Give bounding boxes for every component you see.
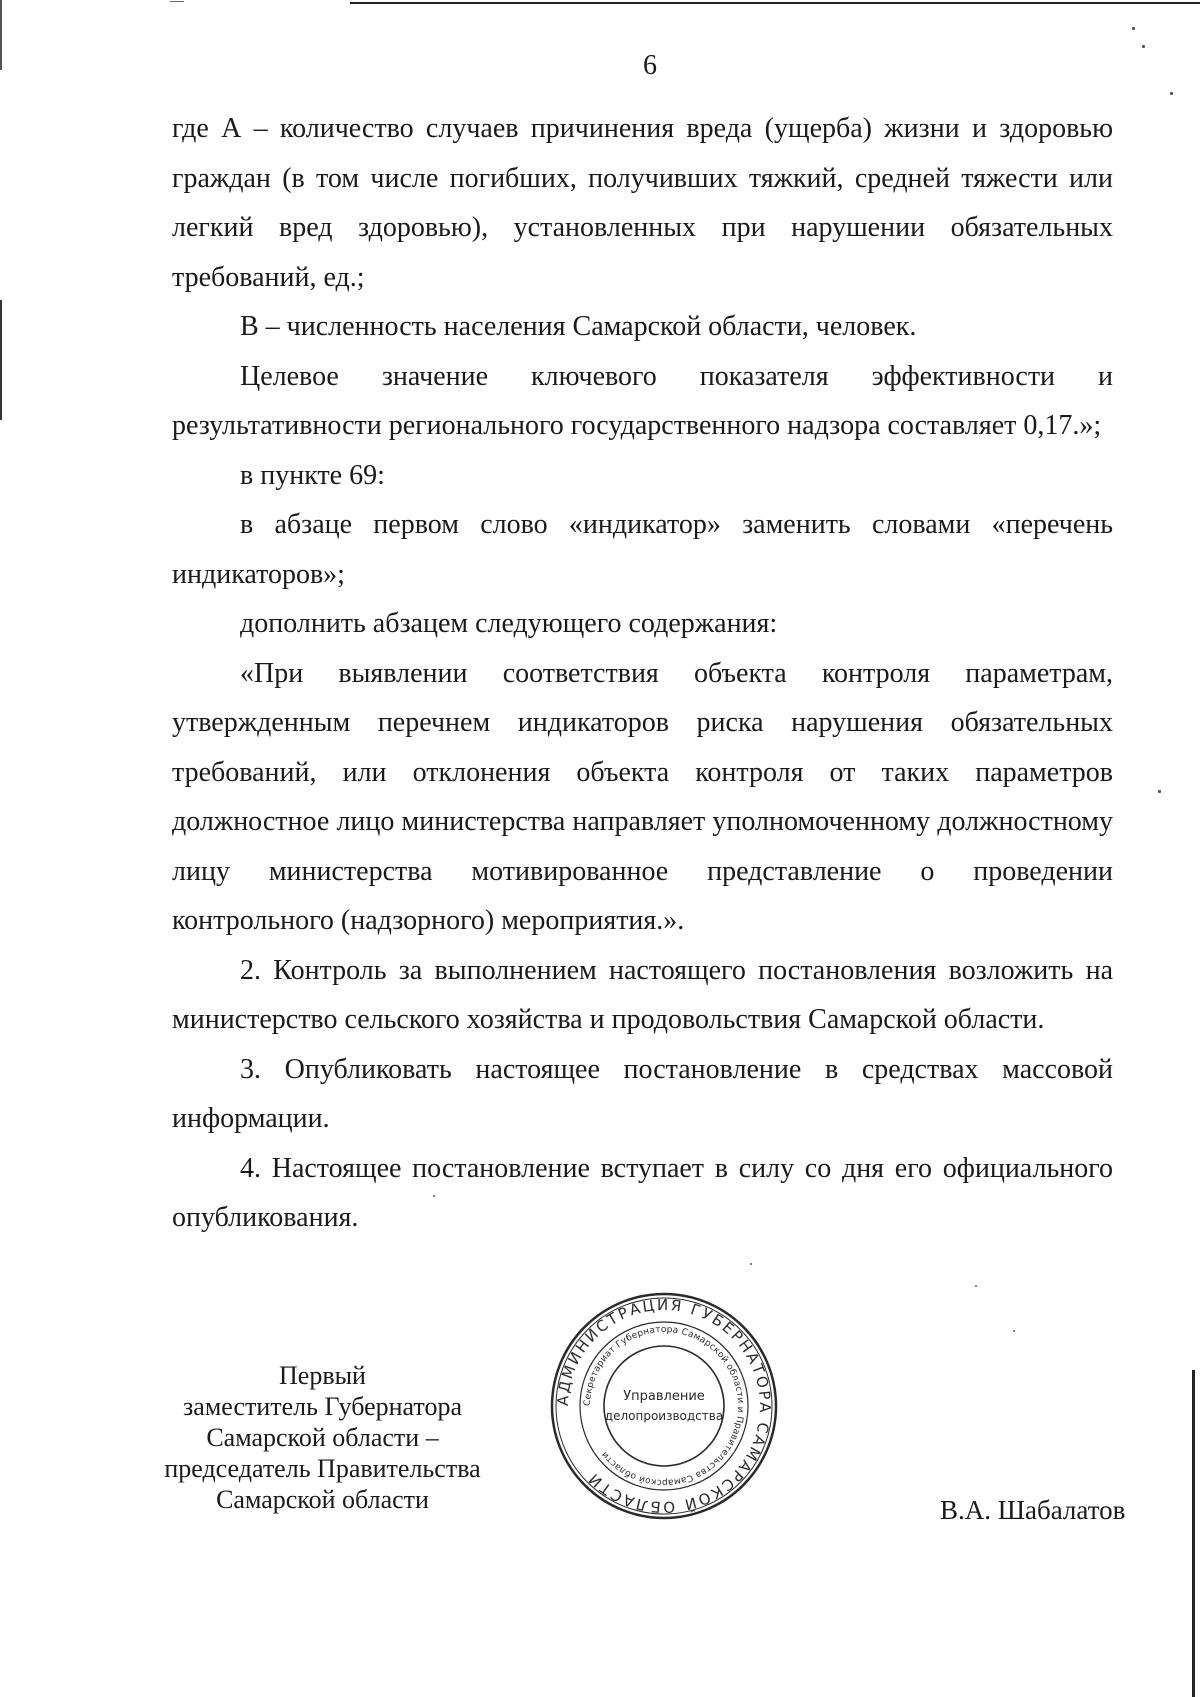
scan-speck: [975, 1285, 977, 1287]
paragraph-clause-3: 3. Опубликовать настоящее постановление в средствах массовой информации.: [172, 1053, 1113, 1134]
paragraph-supplement: дополнить абзацем следующего содержания:: [240, 608, 778, 639]
signatory-position-line: председатель Правительства: [164, 1454, 481, 1483]
paragraph-clause-2: 2. Контроль за выполнением настоящего постановления возложить на министерство сельского хозяйства и продовольствия Самарской области.: [172, 954, 1113, 1035]
scan-speck: [750, 1263, 752, 1265]
paragraph-definition-a: где А – количество случаев причинения вреда (ущерба) жизни и здоровью граждан (в том числе погибших, получивших тяжкий, средней тяжести или легкий вред здоровью), установленных при нарушении обязательных требований, ед.;: [172, 113, 1113, 293]
document-body: [172, 104, 1113, 1243]
signatory-position-line: Самарской области –: [206, 1423, 439, 1452]
scan-artifact-top-border: [350, 2, 1200, 4]
signatory-position-line: заместитель Губернатора: [183, 1392, 462, 1421]
paragraph-definition-b: В – численность населения Самарской области, человек.: [240, 311, 917, 342]
scan-speck: [1170, 92, 1173, 95]
signatory-name: В.А. Шабалатов: [940, 1495, 1126, 1525]
stamp-outer-text: АДМИНИСТРАЦИЯ ГУБЕРНАТОРА САМАРСКОЙ ОБЛАСТИ: [553, 1295, 775, 1517]
paragraph-target-value: Целевое значение ключевого показателя эффективности и результативности регионального государственного надзора составляет 0,17.»;: [172, 360, 1113, 441]
paragraph-quoted-text: «При выявлении соответствия объекта контроля параметрам, утвержденным перечнем индикаторов риска нарушения обязательных требований, или отклонения объекта контроля от таких параметров должностное лицо министерства направляет уполномоченному должностному лицу министерства мотивированное представление о проведении контрольного (надзорного) мероприятия.».: [172, 657, 1113, 936]
signatory-position-line: Самарской области: [216, 1485, 429, 1514]
page-number: 6: [643, 50, 657, 81]
stamp-center-line-1: Управление: [623, 1389, 705, 1404]
scan-speck: [1158, 790, 1161, 793]
signatory-position-line: Первый: [279, 1361, 366, 1390]
paragraph-replace-word: в абзаце первом слово «индикатор» заменить словами «перечень индикаторов»;: [172, 509, 1113, 590]
scan-speck: [1132, 27, 1135, 30]
paragraph-item-69: в пункте 69:: [240, 459, 385, 491]
scan-speck: [1142, 45, 1145, 48]
scan-speck: [1013, 1330, 1015, 1332]
paragraph-clause-4: 4. Настоящее постановление вступает в силу со дня его официального опубликования.: [172, 1152, 1113, 1233]
scan-artifact-line: [170, 1, 184, 2]
stamp-graphic: [548, 1290, 780, 1522]
official-stamp: [548, 1290, 780, 1522]
scan-artifact-left-edge: [0, 300, 2, 420]
scan-artifact-right-edge: [1192, 1370, 1195, 1697]
signatory-position: [150, 1360, 495, 1515]
stamp-inner-ring-text: Секретариат Губернатора Самарской области и Правительства Самарской области: [582, 1324, 746, 1488]
stamp-center-line-2: делопроизводства: [604, 1409, 724, 1423]
